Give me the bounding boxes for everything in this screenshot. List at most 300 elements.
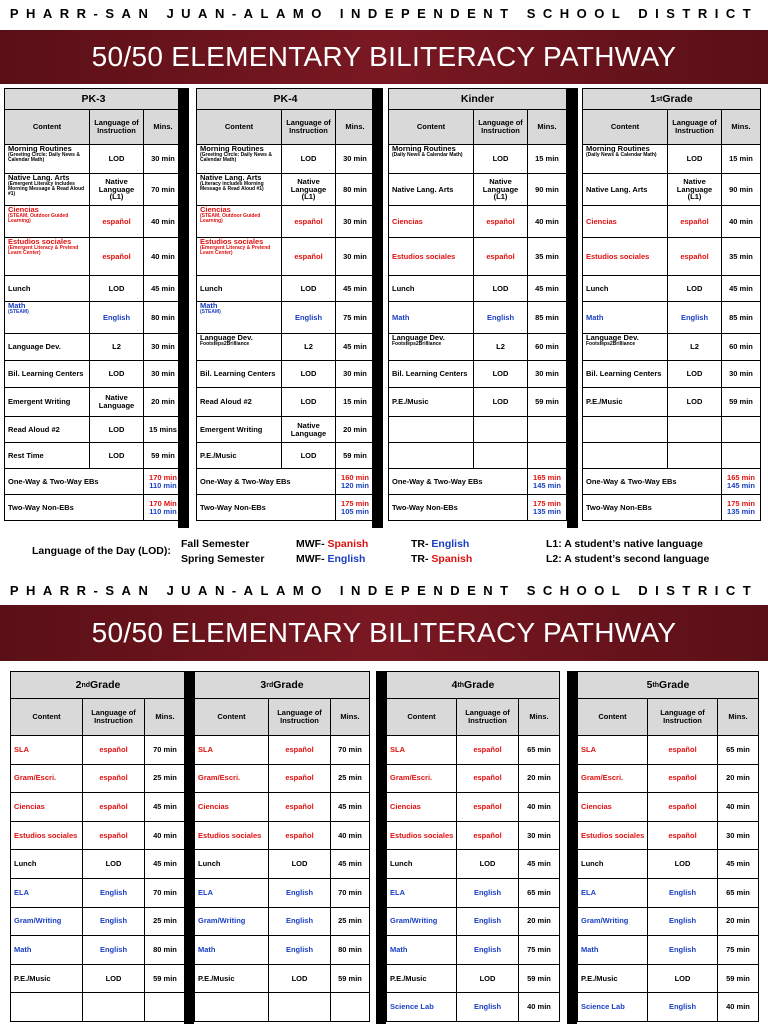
mins-cell: [718, 993, 758, 1021]
language-cell-text: LOD: [674, 859, 691, 869]
mins-cell-text: 59 min: [151, 450, 175, 460]
content-cell-text: Gram/Writing: [14, 916, 62, 926]
mins-cell-text: 40 min: [151, 216, 175, 226]
mins-cell: [336, 361, 374, 387]
language-cell: [474, 302, 528, 333]
mins-cell: [144, 174, 182, 205]
english-minutes: 135 min: [533, 506, 561, 516]
mins-cell-text: 40 min: [726, 802, 750, 812]
mins-cell: [718, 879, 758, 907]
content-cell-text: Morning Routines: [392, 145, 456, 153]
content-cell-text: SLA: [581, 744, 596, 754]
mins-cell: [718, 822, 758, 850]
language-cell-text: LOD: [105, 859, 122, 869]
grade-name: 5: [646, 679, 653, 691]
mins-cell: [528, 443, 566, 468]
mins-cell-text: 45 min: [535, 283, 559, 293]
language-cell-text: English: [486, 312, 515, 322]
content-cell: [387, 765, 457, 793]
grade-name: Kinder: [460, 93, 495, 105]
content-cell-text: Estudios sociales: [14, 830, 78, 840]
content-cell-text: Gram/Escri.: [14, 773, 57, 783]
content-cell-text: P.E./Music: [586, 397, 623, 407]
grade-ordinal: rd: [266, 681, 274, 689]
schedule-row: [196, 145, 375, 174]
totals-row: [388, 469, 567, 495]
language-cell: [474, 174, 528, 205]
content-cell-text: Lunch: [392, 283, 415, 293]
content-cell: [197, 443, 282, 468]
mins-cell: [336, 206, 374, 237]
content-cell-text: Math: [392, 312, 410, 322]
mins-cell: [722, 417, 760, 442]
language-cell-text: LOD: [291, 973, 308, 983]
language-cell-text: LOD: [674, 973, 691, 983]
mins-cell-text: 45 min: [153, 859, 177, 869]
language-cell-text: español: [486, 216, 515, 226]
schedule-row: [4, 417, 183, 443]
language-cell: [83, 965, 145, 993]
grade-header: [577, 671, 759, 699]
mins-header: Mins.: [722, 110, 760, 144]
spring-mwf: MWF- English: [296, 553, 366, 565]
language-cell-text: Native Language (L1): [98, 176, 135, 202]
content-cell: [11, 822, 83, 850]
lod-label: Language of the Day (LOD):: [32, 545, 171, 557]
content-header: Content: [387, 699, 457, 735]
mins-cell-text: 85 min: [535, 312, 559, 322]
language-cell: [648, 908, 718, 936]
content-cell: [578, 736, 648, 764]
content-header: Content: [389, 110, 474, 144]
language-cell: [90, 145, 144, 173]
schedule-row: [194, 879, 370, 908]
schedule-row: [577, 936, 759, 965]
mins-cell: [718, 936, 758, 964]
mins-cell-text: 45 min: [343, 283, 367, 293]
grade-suffix: Grade: [659, 679, 690, 691]
totals-row: [4, 469, 183, 495]
language-cell: [282, 388, 336, 416]
content-cell-text: P.E./Music: [581, 973, 618, 983]
schedule-row: [194, 936, 370, 965]
english-minutes: 110 min: [149, 506, 177, 516]
language-cell-text: LOD: [108, 450, 125, 460]
mins-cell-text: 40 min: [151, 251, 175, 261]
language-cell: [282, 174, 336, 205]
content-cell-text: Bil. Learning Centers: [8, 369, 84, 379]
mins-cell: [718, 765, 758, 793]
language-cell-text: LOD: [492, 397, 509, 407]
language-cell: [474, 417, 528, 442]
mins-cell-text: 15 min: [535, 154, 559, 164]
content-cell-note: (Emergent Literacy & Pretend Learn Center): [200, 244, 271, 257]
mins-header: Mins.: [519, 699, 559, 735]
schedule-row: [196, 302, 375, 334]
spanish-minutes: 165 min: [727, 472, 755, 482]
mins-cell-text: 60 min: [729, 342, 753, 352]
schedule-row: [386, 879, 560, 908]
content-cell-note: (STEAM): [200, 308, 221, 315]
mins-cell: [722, 145, 760, 173]
content-cell: [11, 793, 83, 821]
schedule-row: [194, 850, 370, 879]
totals-row: [196, 469, 375, 495]
content-cell-text: P.E./Music: [200, 450, 237, 460]
language-cell-text: L2: [112, 342, 121, 352]
content-cell-text: Math: [200, 302, 218, 310]
language-cell: [668, 361, 722, 387]
mins-cell: [331, 765, 369, 793]
language-cell: [83, 936, 145, 964]
content-cell: [5, 302, 90, 333]
mins-cell-text: 25 min: [153, 773, 177, 783]
language-cell: [90, 276, 144, 301]
schedule-row: [577, 993, 759, 1022]
language-cell: [282, 417, 336, 442]
grade-block: [10, 671, 186, 1022]
content-cell-text: Ciencias: [8, 206, 39, 214]
mins-cell: [331, 908, 369, 936]
grade-header: [582, 88, 761, 110]
schedule-row: [194, 908, 370, 937]
content-header: Content: [583, 110, 668, 144]
content-cell: [11, 965, 83, 993]
content-cell-text: Language Dev.: [392, 334, 445, 342]
content-cell-note: Footsteps2Brilliance: [392, 340, 442, 347]
content-header: Content: [578, 699, 648, 735]
mins-cell-text: 45 min: [343, 342, 367, 352]
column-divider: [184, 671, 194, 1024]
grade-block: [4, 88, 183, 521]
schedule-row: [196, 276, 375, 302]
language-cell: [282, 334, 336, 360]
mins-cell: [722, 388, 760, 416]
content-cell: [5, 276, 90, 301]
totals-label: Two-Way Non-EBs: [389, 495, 528, 520]
mins-cell: [331, 965, 369, 993]
language-cell: [648, 879, 718, 907]
language-cell-text: English: [668, 887, 697, 897]
language-cell: [282, 443, 336, 468]
spanish-minutes: 170 Min: [149, 498, 177, 508]
mins-cell: [528, 238, 566, 275]
content-cell-text: Ciencias: [200, 206, 231, 214]
mins-cell: [722, 206, 760, 237]
l1-definition: L1: A student’s native language: [546, 538, 703, 550]
mins-cell-text: 80 min: [338, 945, 362, 955]
mins-cell: [722, 302, 760, 333]
totals-row: [196, 495, 375, 521]
mins-header: Mins.: [336, 110, 374, 144]
mins-cell: [722, 238, 760, 275]
content-cell-text: Lunch: [8, 283, 31, 293]
language-cell: [269, 908, 331, 936]
content-cell-text: Read Aloud #2: [200, 397, 252, 407]
content-cell: [578, 879, 648, 907]
mins-cell: [718, 965, 758, 993]
content-cell: [583, 302, 668, 333]
schedule-row: [577, 850, 759, 879]
schedule-row: [386, 993, 560, 1022]
language-cell: [668, 276, 722, 301]
mins-cell: [722, 174, 760, 205]
language-cell: [457, 936, 519, 964]
content-cell-text: Ciencias: [198, 802, 229, 812]
content-cell: [578, 965, 648, 993]
mins-cell-text: 45 min: [338, 802, 362, 812]
content-cell: [389, 206, 474, 237]
mins-cell: [145, 793, 185, 821]
content-cell: [5, 206, 90, 237]
content-cell-note: Footsteps2Brilliance: [200, 340, 250, 347]
language-cell: [457, 850, 519, 878]
mins-cell-text: 20 min: [527, 916, 551, 926]
mins-cell: [336, 443, 374, 468]
content-cell-text: Lunch: [198, 859, 221, 869]
column-divider: [567, 88, 578, 528]
language-cell-text: LOD: [686, 369, 703, 379]
content-cell: [387, 793, 457, 821]
language-cell-text: español: [473, 830, 502, 840]
schedule-row: [10, 965, 186, 994]
mins-cell: [519, 736, 559, 764]
mins-cell-text: 25 min: [338, 773, 362, 783]
language-cell: [269, 965, 331, 993]
totals-row: [582, 495, 761, 521]
mins-cell-text: 59 min: [535, 397, 559, 407]
content-cell: [389, 388, 474, 416]
language-cell: [90, 174, 144, 205]
language-cell: [474, 443, 528, 468]
mins-cell-text: 40 min: [153, 830, 177, 840]
content-cell-note: (STEAM, Outdoor Guided Learning): [200, 212, 261, 225]
language-cell: [474, 276, 528, 301]
mins-cell-text: 70 min: [151, 184, 175, 194]
language-cell: [668, 334, 722, 360]
language-cell-text: español: [668, 773, 697, 783]
content-cell-text: Math: [14, 945, 32, 955]
schedule-row: [10, 736, 186, 765]
language-cell: [90, 443, 144, 468]
mins-cell: [145, 965, 185, 993]
content-cell-text: Estudios sociales: [8, 238, 72, 246]
totals-label: Two-Way Non-EBs: [583, 495, 722, 520]
language-cell: [90, 361, 144, 387]
schedule-row: [582, 361, 761, 388]
schedule-row: [388, 206, 567, 238]
language-cell-text: LOD: [686, 283, 703, 293]
mins-cell: [722, 334, 760, 360]
spanish-minutes: 175 min: [727, 498, 755, 508]
language-cell: [668, 174, 722, 205]
language-cell-text: English: [99, 945, 128, 955]
l2-definition: L2: A student’s second language: [546, 553, 710, 565]
language-cell-text: LOD: [108, 283, 125, 293]
content-cell-text: Estudios sociales: [390, 830, 454, 840]
content-cell: [389, 361, 474, 387]
content-cell-text: Native Lang. Arts: [586, 184, 648, 194]
spanish-minutes: 160 min: [341, 472, 369, 482]
mins-cell: [519, 879, 559, 907]
content-cell: [11, 765, 83, 793]
spanish-minutes: 165 min: [533, 472, 561, 482]
fall-mwf: MWF- Spanish: [296, 538, 369, 550]
schedule-row: [196, 206, 375, 238]
mins-cell: [145, 936, 185, 964]
content-header: Content: [11, 699, 83, 735]
grade-name: 3: [260, 679, 267, 691]
mins-cell-text: 59 min: [343, 450, 367, 460]
spanish-minutes: 175 min: [533, 498, 561, 508]
content-cell-text: Estudios sociales: [586, 251, 650, 261]
english-minutes: 145 min: [727, 480, 755, 490]
grade-header: [194, 671, 370, 699]
schedule-row: [194, 993, 370, 1022]
content-cell-text: Read Aloud #2: [8, 424, 60, 434]
content-cell: [583, 276, 668, 301]
language-cell: [457, 736, 519, 764]
schedule-row: [196, 334, 375, 361]
mins-cell: [144, 206, 182, 237]
content-cell: [578, 936, 648, 964]
mins-cell-text: 20 min: [726, 916, 750, 926]
content-cell-text: Lunch: [581, 859, 604, 869]
mins-cell-text: 15 min: [729, 154, 753, 164]
mins-cell: [331, 879, 369, 907]
totals-mins: [528, 495, 566, 520]
language-cell-text: LOD: [492, 154, 509, 164]
mins-cell-text: 45 min: [153, 802, 177, 812]
mins-cell-text: 40 min: [527, 1002, 551, 1012]
mins-cell-text: 70 min: [338, 887, 362, 897]
content-cell: [11, 736, 83, 764]
grade-suffix: Grade: [90, 679, 121, 691]
language-cell: [668, 145, 722, 173]
content-cell-text: Math: [198, 945, 216, 955]
mins-cell: [144, 388, 182, 416]
language-cell: [282, 302, 336, 333]
mins-cell: [336, 238, 374, 275]
language-cell: [457, 993, 519, 1021]
schedule-row: [194, 736, 370, 765]
language-cell: [269, 793, 331, 821]
grade-block: [194, 671, 370, 1022]
english-minutes: 135 min: [727, 506, 755, 516]
mins-cell: [519, 965, 559, 993]
content-cell: [11, 936, 83, 964]
schedule-row: [388, 388, 567, 417]
language-header: Language of Instruction: [282, 110, 336, 144]
language-cell-text: español: [680, 251, 709, 261]
grade-ordinal: st: [656, 95, 663, 103]
pathway-table-2-5: [0, 671, 768, 1024]
language-cell-text: L2: [690, 342, 699, 352]
language-cell: [83, 879, 145, 907]
language-cell: [269, 936, 331, 964]
column-header-row: [386, 699, 560, 736]
language-cell-text: español: [99, 744, 128, 754]
content-cell: [197, 238, 282, 275]
schedule-row: [196, 361, 375, 388]
content-cell: [197, 206, 282, 237]
language-cell: [90, 238, 144, 275]
schedule-row: [386, 965, 560, 994]
schedule-row: [577, 908, 759, 937]
language-cell-text: English: [99, 887, 128, 897]
totals-row: [4, 495, 183, 521]
content-cell-text: Gram/Escri.: [581, 773, 624, 783]
column-header-row: [10, 699, 186, 736]
language-cell-text: LOD: [300, 283, 317, 293]
content-cell: [197, 276, 282, 301]
language-cell: [474, 206, 528, 237]
column-header-row: [582, 110, 761, 145]
content-cell: [195, 850, 269, 878]
language-cell: [282, 361, 336, 387]
language-cell-text: español: [99, 773, 128, 783]
mins-cell: [519, 793, 559, 821]
content-cell: [387, 908, 457, 936]
mins-cell: [144, 417, 182, 442]
content-cell-text: Ciencias: [586, 216, 617, 226]
totals-mins: [722, 469, 760, 494]
content-cell: [5, 417, 90, 442]
language-cell-text: LOD: [492, 283, 509, 293]
mins-cell: [528, 417, 566, 442]
language-cell-text: LOD: [300, 450, 317, 460]
schedule-row: [10, 793, 186, 822]
schedule-row: [4, 302, 183, 334]
district-name-bottom: PHARR-SAN JUAN-ALAMO INDEPENDENT SCHOOL DISTRICT: [9, 583, 759, 598]
grade-block: [388, 88, 567, 521]
grade-ordinal: th: [457, 681, 465, 689]
language-cell: [83, 908, 145, 936]
language-cell: [83, 850, 145, 878]
mins-cell-text: 40 min: [338, 830, 362, 840]
language-cell: [90, 302, 144, 333]
schedule-row: [582, 145, 761, 174]
content-cell-text: Ciencias: [581, 802, 612, 812]
grade-ordinal: th: [652, 681, 660, 689]
content-cell-text: Gram/Writing: [390, 916, 438, 926]
mins-cell-text: 80 min: [343, 184, 367, 194]
column-header-row: [196, 110, 375, 145]
mins-cell-text: 75 min: [527, 945, 551, 955]
language-cell-text: LOD: [492, 369, 509, 379]
grade-header: [10, 671, 186, 699]
language-cell: [474, 238, 528, 275]
content-cell-text: Native Lang. Arts: [8, 174, 70, 182]
content-cell-text: Morning Routines: [586, 145, 650, 153]
language-header: Language of Instruction: [269, 699, 331, 735]
schedule-row: [388, 417, 567, 443]
language-cell: [83, 736, 145, 764]
mins-cell: [722, 361, 760, 387]
language-cell-text: English: [473, 887, 502, 897]
content-cell: [195, 965, 269, 993]
content-cell: [197, 334, 282, 360]
language-cell: [83, 765, 145, 793]
mins-header: Mins.: [718, 699, 758, 735]
mins-cell-text: 70 min: [153, 744, 177, 754]
language-cell-text: English: [473, 1002, 502, 1012]
content-cell: [11, 908, 83, 936]
language-cell-text: LOD: [300, 154, 317, 164]
content-cell-text: SLA: [198, 744, 213, 754]
content-cell: [578, 908, 648, 936]
mins-cell-text: 30 min: [729, 369, 753, 379]
